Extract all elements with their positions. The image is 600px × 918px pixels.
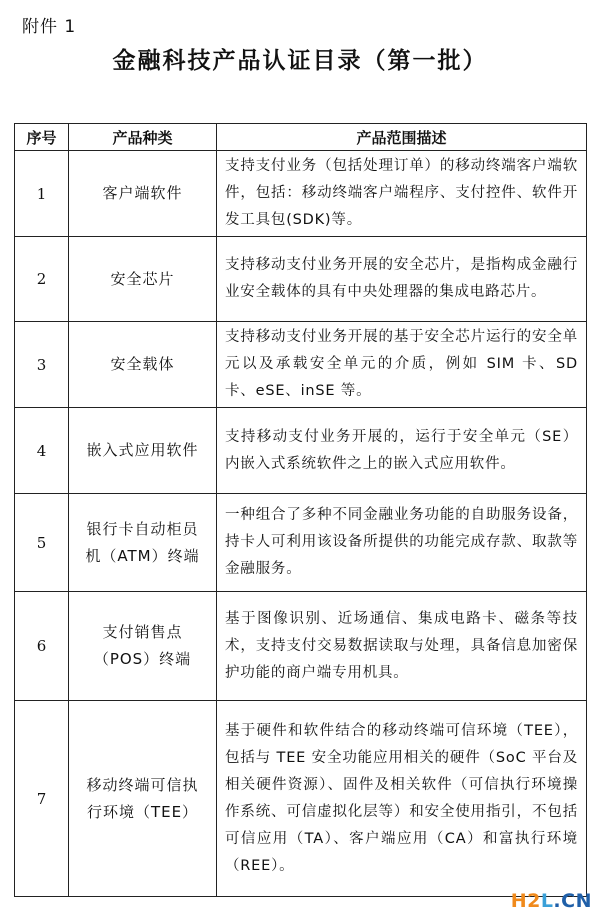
site-watermark-logo [511, 890, 592, 912]
table-row [15, 151, 587, 237]
document-title: 金融科技产品认证目录（第一批） [112, 47, 488, 74]
watermark-part-cn: .CN [553, 890, 592, 912]
row-product-type: 客户端软件 [69, 151, 217, 237]
row-product-type: 支付销售点（POS）终端 [69, 592, 217, 701]
row-number: 7 [15, 701, 69, 897]
table-row [15, 592, 587, 701]
row-product-type: 安全载体 [69, 322, 217, 408]
row-product-type: 移动终端可信执行环境（TEE） [69, 701, 217, 897]
row-number: 6 [15, 592, 69, 701]
row-number: 4 [15, 408, 69, 494]
row-description: 基于图像识别、近场通信、集成电路卡、磁条等技术，支持支付交易数据读取与处理，具备信息加密保护功能的商户端专用机具。 [217, 592, 587, 701]
attachment-label: 附件 1 [22, 17, 77, 37]
row-description: 支持支付业务（包括处理订单）的移动终端客户端软件，包括：移动终端客户端程序、支付控件、软件开发工具包(SDK)等。 [217, 151, 587, 237]
row-description: 支持移动支付业务开展的安全芯片，是指构成金融行业安全载体的具有中央处理器的集成电路芯片。 [217, 237, 587, 322]
row-product-type: 安全芯片 [69, 237, 217, 322]
product-catalog-table [14, 123, 587, 897]
header-serial-number: 序号 [15, 124, 69, 151]
row-description: 支持移动支付业务开展的基于安全芯片运行的安全单元以及承载安全单元的介质，例如 SIM 卡、SD 卡、eSE、inSE 等。 [217, 322, 587, 408]
table-row [15, 322, 587, 408]
header-product-type: 产品种类 [69, 124, 217, 151]
header-product-scope: 产品范围描述 [217, 124, 587, 151]
table-row [15, 408, 587, 494]
row-description: 支持移动支付业务开展的，运行于安全单元（SE）内嵌入式系统软件之上的嵌入式应用软件。 [217, 408, 587, 494]
table-row [15, 494, 587, 592]
row-number: 5 [15, 494, 69, 592]
watermark-part-l: L [540, 890, 554, 912]
row-number: 3 [15, 322, 69, 408]
row-product-type: 嵌入式应用软件 [69, 408, 217, 494]
table-row [15, 237, 587, 322]
row-product-type: 银行卡自动柜员机（ATM）终端 [69, 494, 217, 592]
table-row [15, 701, 587, 897]
watermark-part-h2: H2 [510, 890, 541, 912]
row-number: 2 [15, 237, 69, 322]
row-description: 基于硬件和软件结合的移动终端可信环境（TEE），包括与 TEE 安全功能应用相关的硬件（SoC 平台及相关硬件资源）、固件及相关软件（可信执行环境操作系统、可信虚拟化层等）和安全使用指引，不包括可信应用（TA）、客户端应用（CA）和富执行环境（REE）。 [217, 701, 587, 897]
table-header-row [15, 124, 587, 151]
row-description: 一种组合了多种不同金融业务功能的自助服务设备，持卡人可利用该设备所提供的功能完成存款、取款等金融服务。 [217, 494, 587, 592]
row-number: 1 [15, 151, 69, 237]
